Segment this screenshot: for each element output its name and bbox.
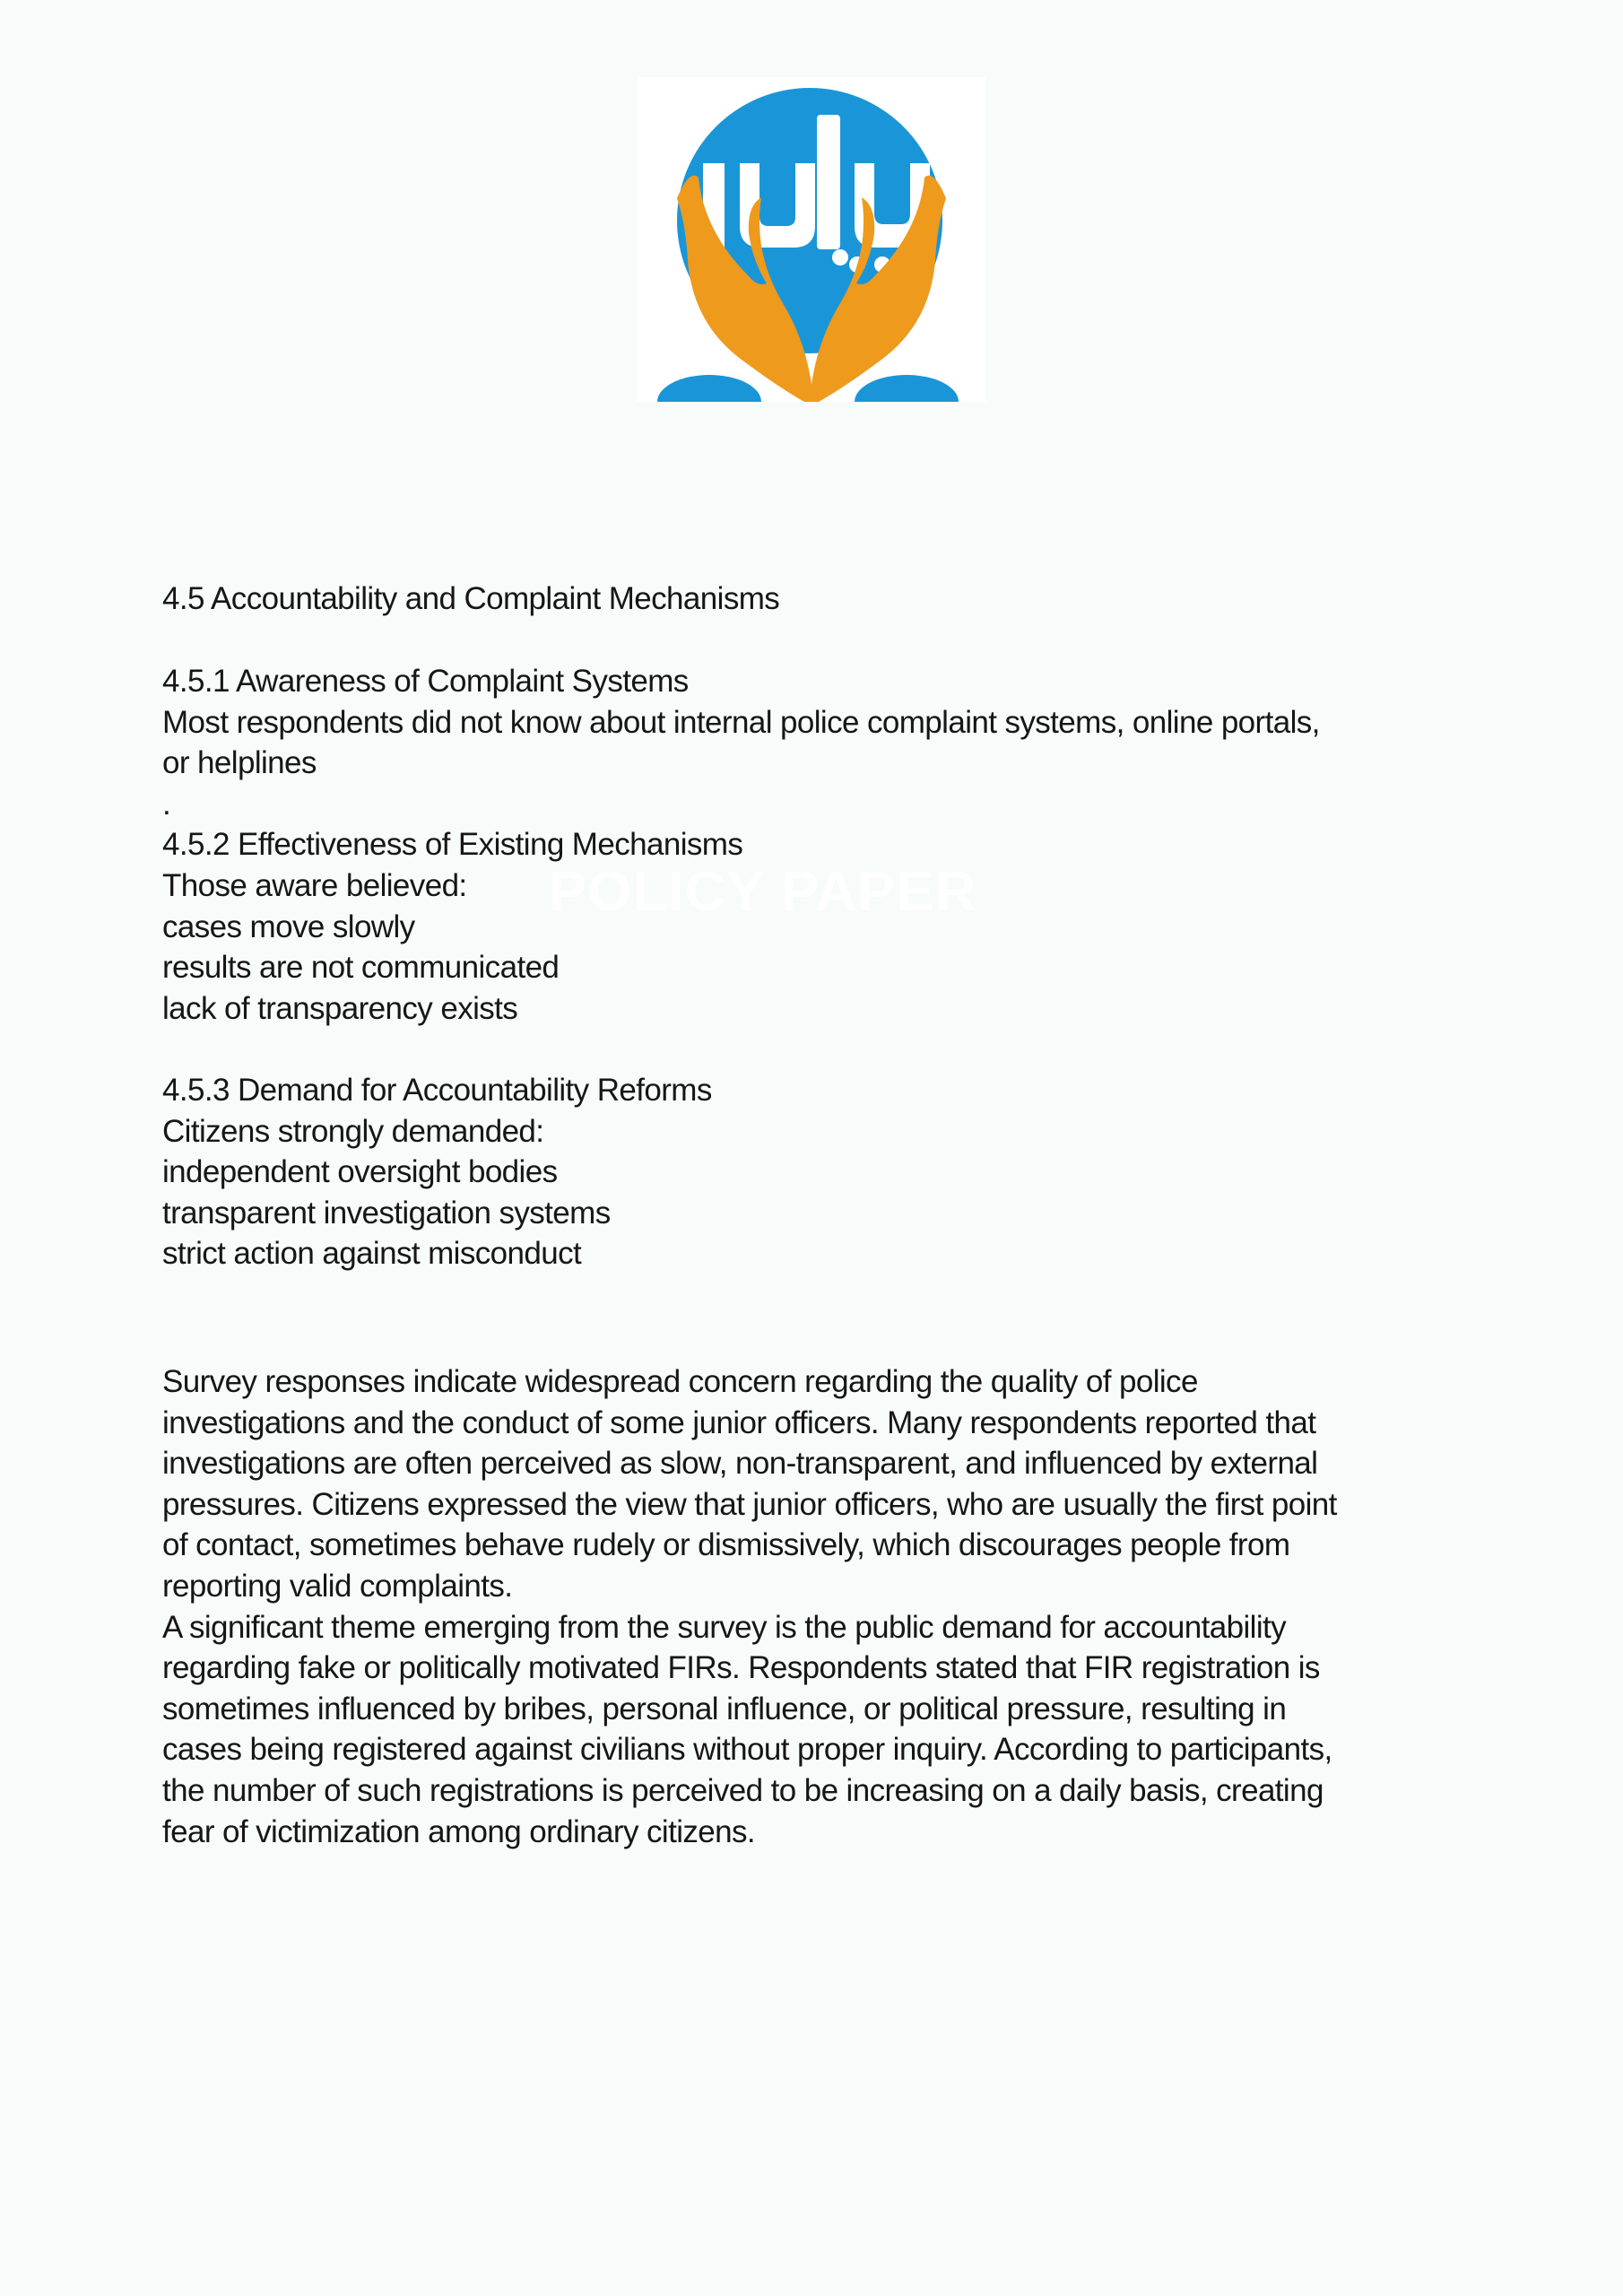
subsection-heading: 4.5.3 Demand for Accountability Reforms: [162, 1073, 712, 1108]
section-title: 4.5 Accountability and Complaint Mechanisms: [162, 581, 780, 616]
paragraph-line: investigations are often perceived as slow, non-transparent, and influenced by external: [162, 1446, 1318, 1481]
paragraph-line: regarding fake or politically motivated FIRs. Respondents stated that FIR registration is: [162, 1650, 1320, 1685]
watermark: POLICY PAPER: [549, 861, 977, 923]
logo-right-foot: [855, 375, 959, 402]
list-item: lack of transparency exists: [162, 991, 518, 1026]
list-item: transparent investigation systems: [162, 1196, 611, 1231]
paragraph-line: cases being registered against civilians without proper inquiry. According to participants,: [162, 1732, 1332, 1767]
list-item: independent oversight bodies: [162, 1154, 558, 1189]
organization-logo: [638, 77, 985, 402]
body-line: Those aware believed:: [162, 868, 467, 903]
paragraph-line: the number of such registrations is perceived to be increasing on a daily basis, creating: [162, 1773, 1324, 1808]
logo-graphic: [638, 77, 985, 402]
paragraph-line: sometimes influenced by bribes, personal influence, or political pressure, resulting in: [162, 1692, 1287, 1726]
subsection-heading: 4.5.1 Awareness of Complaint Systems: [162, 664, 689, 699]
logo-left-foot: [657, 375, 761, 402]
body-line: or helplines: [162, 745, 317, 780]
list-item: cases move slowly: [162, 909, 415, 944]
paragraph-line: pressures. Citizens expressed the view that junior officers, who are usually the first point: [162, 1487, 1337, 1522]
paragraph-line: of contact, sometimes behave rudely or dismissively, which discourages people from: [162, 1527, 1290, 1562]
paragraph-line: reporting valid complaints.: [162, 1569, 513, 1604]
list-item: results are not communicated: [162, 950, 560, 985]
subsection-heading: 4.5.2 Effectiveness of Existing Mechanisms: [162, 827, 743, 862]
paragraph-line: investigations and the conduct of some junior officers. Many respondents reported that: [162, 1405, 1316, 1440]
list-item: strict action against misconduct: [162, 1236, 582, 1271]
body-line: Most respondents did not know about internal police complaint systems, online portals,: [162, 705, 1320, 740]
paragraph-line: A significant theme emerging from the survey is the public demand for accountability: [162, 1610, 1287, 1645]
body-line: .: [162, 787, 171, 822]
paragraph-line: fear of victimization among ordinary citizens.: [162, 1814, 756, 1849]
paragraph-line: Survey responses indicate widespread concern regarding the quality of police: [162, 1364, 1198, 1399]
body-line: Citizens strongly demanded:: [162, 1114, 544, 1149]
